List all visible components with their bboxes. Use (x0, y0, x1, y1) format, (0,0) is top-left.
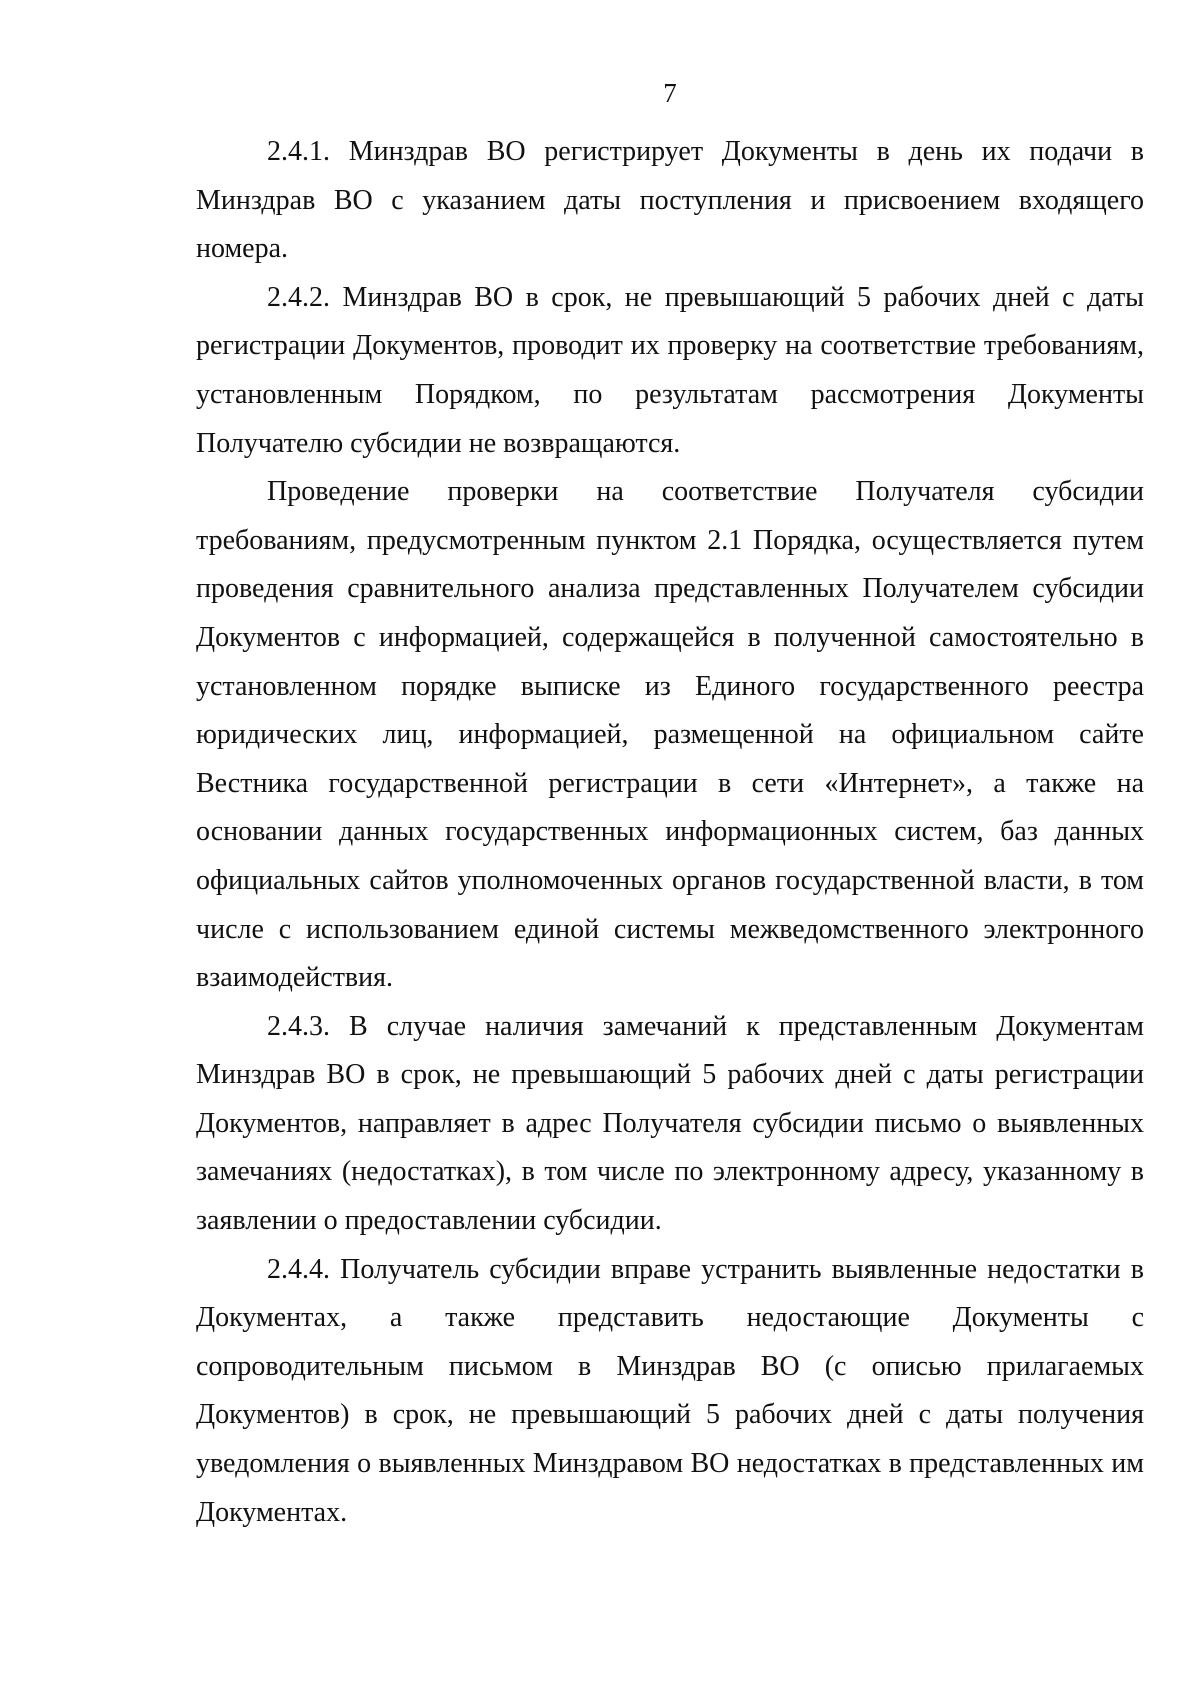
page-number: 7 (663, 78, 677, 108)
paragraph-2-4-2: 2.4.2. Минздрав ВО в срок, не превышающий 5 рабочих дней с даты регистрации Документов, проводит их проверку на соответствие требованиям, установленным Порядком, по результатам рассмотрения Документы Получателю субсидии не возвращаются. (196, 281, 1144, 459)
paragraph-2-4-3: 2.4.3. В случае наличия замечаний к представленным Документам Минздрав ВО в срок, не превышающий 5 рабочих дней с даты регистрации Документов, направляет в адрес Получателя субсидии письмо о выявленных замечаниях (недостатках), в том числе по электронному адресу, указанному в заявлении о предоставлении субсидии. (196, 1010, 1144, 1237)
paragraph-2-4-1: 2.4.1. Минздрав ВО регистрирует Документы в день их подачи в Минздрав ВО с указанием даты поступления и присвоением входящего номера. (196, 136, 1144, 265)
document-body (196, 128, 1144, 1537)
paragraph-verification: Проведение проверки на соответствие Получателя субсидии требованиям, предусмотренным пунктом 2.1 Порядка, осуществляется путем проведения сравнительного анализа представленных Получателем субсидии Документов с информацией, содержащейся в полученной самостоятельно в установленном порядке выписке из Единого государственного реестра юридических лиц, информацией, размещенной на официальном сайте Вестника государственной регистрации в сети «Интернет», а также на основании данных государственных информационных систем, баз данных официальных сайтов уполномоченных органов государственной власти, в том числе с использованием единой системы межведомственного электронного взаимодействия. (196, 476, 1144, 994)
paragraph-2-4-4: 2.4.4. Получатель субсидии вправе устранить выявленные недостатки в Документах, а также представить недостающие Документы с сопроводительным письмом в Минздрав ВО (с описью прилагаемых Документов) в срок, не превышающий 5 рабочих дней с даты получения уведомления о выявленных Минздравом ВО недостатках в представленных им Документах. (196, 1253, 1144, 1528)
